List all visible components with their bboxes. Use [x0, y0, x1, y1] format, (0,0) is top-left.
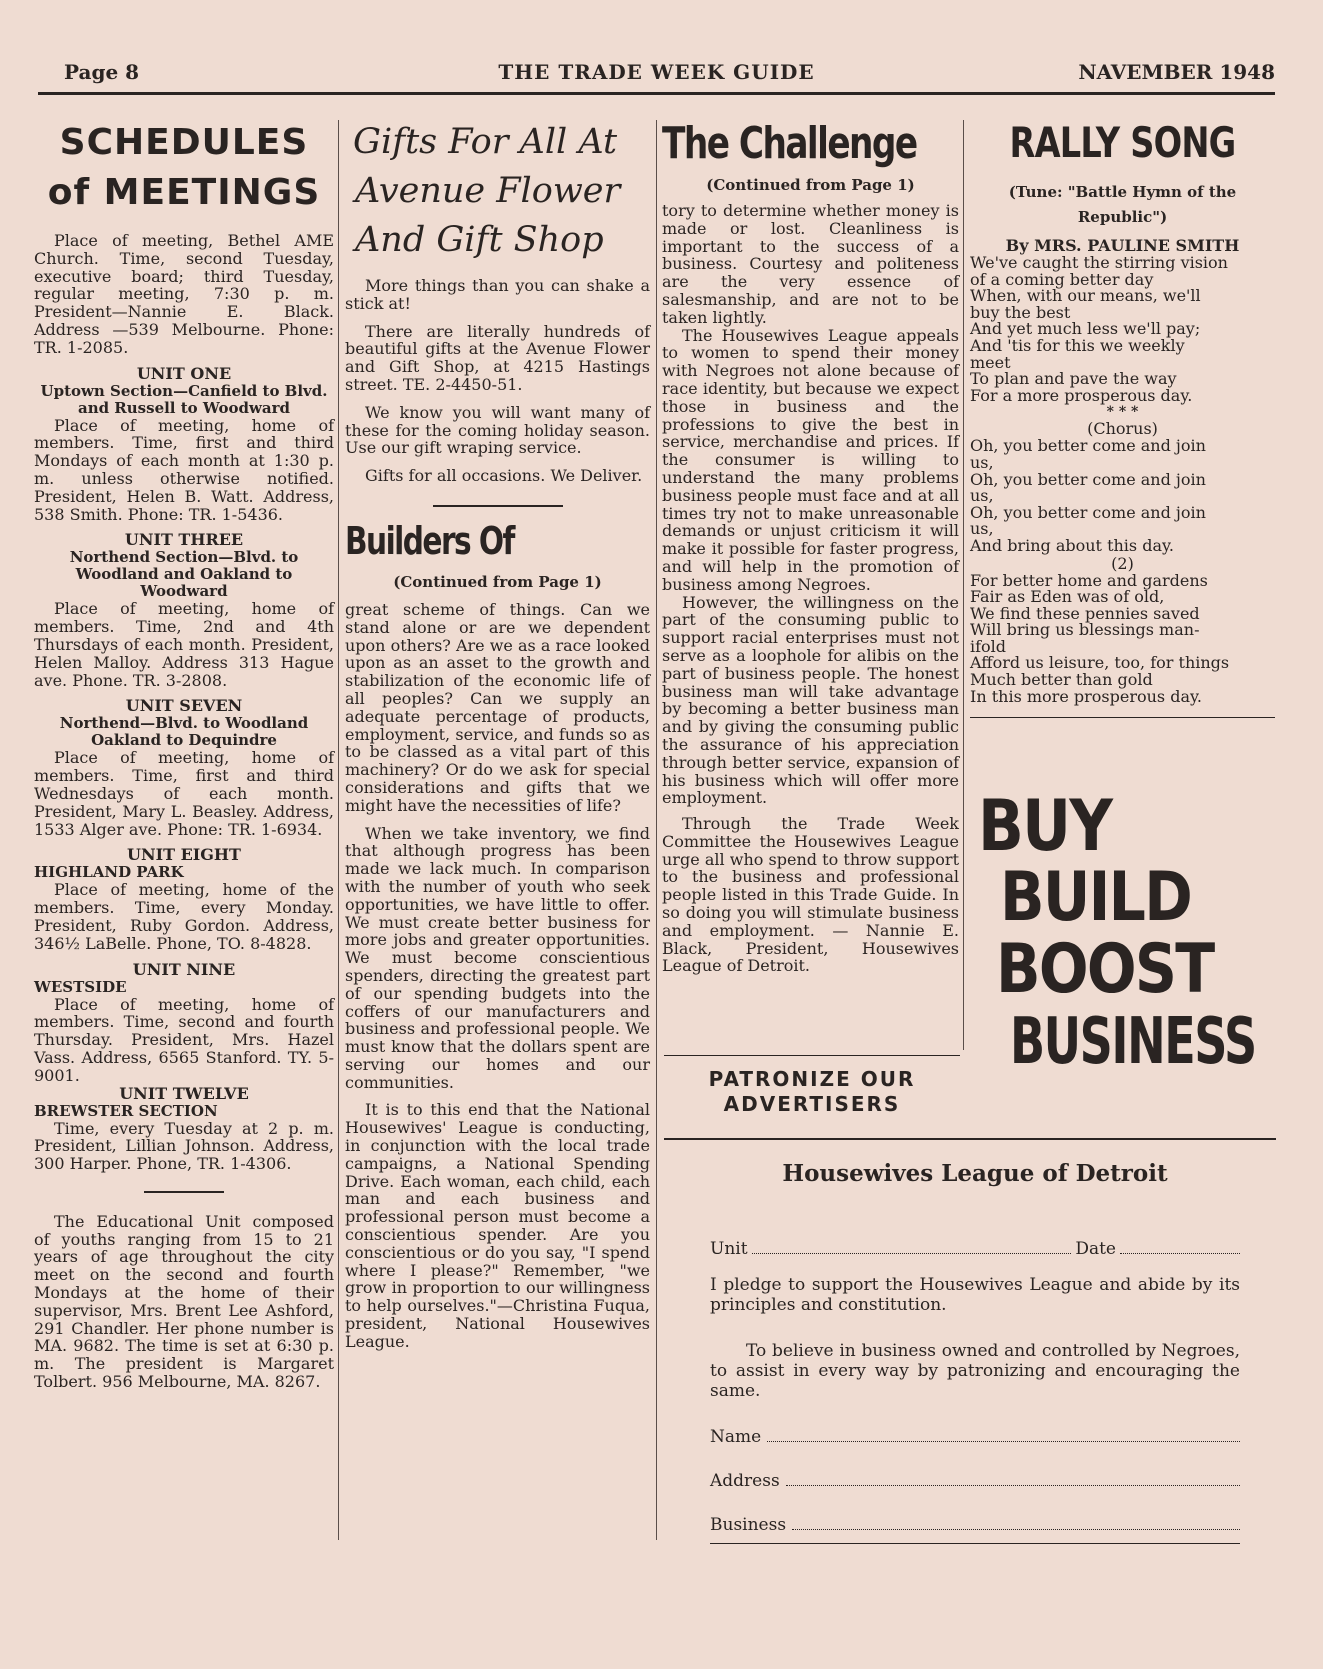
gifts-title-line3: And Gift Shop: [355, 220, 604, 260]
gifts-paragraph: There are literally hundreds of beautiful gifts at the Avenue Flower and Gift Shop, at 4215 Hastings street. TE. 2-4450-51.: [345, 321, 650, 394]
masthead: [38, 60, 1275, 90]
challenge-column: [662, 118, 959, 975]
business-field[interactable]: [792, 1517, 1240, 1530]
unit-nine-heading: UNIT NINE: [132, 959, 236, 979]
column-divider: [656, 120, 657, 1540]
unit-three-details: Place of meeting, home of members. Time, 2nd and 4th Thursdays of each month. President, Helen Malloy. Address 313 Hague ave. Phone. TR. 3-2808.: [34, 599, 334, 690]
name-label: Name: [710, 1427, 762, 1447]
gifts-builders-column: [345, 118, 650, 1351]
song-line: us,: [970, 519, 994, 539]
builders-continued-note: (Continued from Page 1): [393, 572, 602, 591]
rally-song-chorus: [970, 438, 1275, 554]
schedules-column: [34, 118, 334, 1391]
slogan-block: [978, 785, 1278, 1079]
unit-three-area: Northend Section—Blvd. to Woodland and Oakland to Woodward: [69, 548, 299, 601]
unit-seven-details: Place of meeting, home of members. Time, first and third Wednesdays of each month. President, Mary L. Beasley. Address, 1533 Alger ave. Phone: TR. 1-6934.: [34, 748, 334, 839]
song-line: ifold: [970, 636, 1007, 656]
unit-label: Unit: [710, 1239, 748, 1259]
song-line: us,: [970, 486, 994, 506]
song-line: In this more prosperous day.: [970, 686, 1202, 706]
address-row: [710, 1471, 1240, 1491]
unit-field[interactable]: [752, 1241, 1072, 1254]
song-line: To plan and pave the way: [970, 369, 1177, 389]
masthead-rule: [38, 92, 1275, 95]
section-rule: [433, 505, 563, 507]
gifts-paragraph: More things than you can shake a stick at!: [345, 276, 650, 313]
patronize-line1: PATRONIZE OUR: [708, 1067, 916, 1091]
gifts-title-line1: Gifts For All At: [353, 122, 618, 162]
slogan-buy: BUY: [978, 785, 1112, 867]
song-line: For a more prosperous day.: [970, 385, 1193, 405]
rally-song-title: RALLY SONG: [1009, 118, 1236, 167]
song-line: Oh, you better come and join: [970, 502, 1206, 522]
unit-three-heading: UNIT THREE: [124, 530, 244, 550]
date-field[interactable]: [1120, 1241, 1240, 1254]
song-line: buy the best: [970, 302, 1071, 322]
song-line: us,: [970, 452, 994, 472]
song-line: Much better than gold: [970, 670, 1153, 690]
name-field[interactable]: [767, 1429, 1240, 1442]
unit-one-area: Uptown Section—Canfield to Blvd. and Russell to Woodward: [40, 381, 328, 417]
newspaper-title: THE TRADE WEEK GUIDE: [498, 60, 815, 84]
challenge-title: The Challenge: [662, 118, 917, 169]
date-label: Date: [1075, 1239, 1116, 1259]
slogan-build: BUILD: [1000, 858, 1192, 937]
unit-one-heading: UNIT ONE: [136, 363, 232, 383]
gifts-paragraph: Gifts for all occasions. We Deliver.: [365, 466, 643, 486]
pledge-text: I pledge to support the Housewives League and abide by its principles and constitution.: [710, 1275, 1240, 1315]
section-rule: [144, 1191, 224, 1193]
slogan-boost: BOOST: [996, 930, 1214, 1009]
rally-song-verse: [970, 255, 1275, 404]
builders-paragraph: When we take inventory, we find that although progress has been made we lack much. In comparison with the number of youth who seek opportunities, we have little to offer. We must create better business for more jobs and greater opportunities. We must become conscientious spenders, directing the greatest part of our spending budgets into the coffers of our manufacturers and business and professional people. We must know that the dollars spent are serving our homes and our communities.: [345, 823, 650, 1092]
name-row: [710, 1427, 1240, 1447]
song-line: And yet much less we'll pay;: [970, 319, 1201, 339]
address-label: Address: [710, 1471, 780, 1491]
form-top-rule: [664, 1138, 1276, 1140]
issue-date: NAVEMBER 1948: [1078, 60, 1275, 84]
builders-title: Builders Of: [345, 518, 514, 563]
slogan-business: BUSINESS: [1010, 1005, 1256, 1079]
song-line: Will bring us blessings man-: [970, 620, 1200, 640]
form-bottom-rule: [710, 1543, 1240, 1544]
song-line: And 'tis for this we weekly: [970, 335, 1185, 355]
unit-date-row: [710, 1239, 1240, 1259]
unit-nine-details: Place of meeting, home of members. Time, second and fourth Thursday. President, Mrs. Hazel Vass. Address, 6565 Stanford. TY. 5-9001.: [34, 994, 334, 1085]
unit-one-details: Place of meeting, home of members. Time, first and third Mondays of each month at 1:30 p. m. unless otherwise notified. President, Helen B. Watt. Address, 538 Smith. Phone: TR. 1-5436.: [34, 415, 334, 524]
rally-song-author: By MRS. PAULINE SMITH: [1005, 236, 1240, 255]
rally-song-verse2: [970, 570, 1275, 706]
patronize-rule: [664, 1055, 960, 1056]
unit-seven-area: Northend—Blvd. to Woodland Oakland to Dequindre: [59, 714, 309, 750]
unit-twelve-details: Time, every Tuesday at 2 p. m. President, Lillian Johnson. Address, 300 Harper. Phone, TR. 1-4306.: [34, 1118, 334, 1174]
verse2-label: (2): [1111, 553, 1134, 573]
gifts-title-line2: Avenue Flower: [355, 171, 621, 211]
column-divider: [963, 120, 964, 1050]
builders-paragraph: It is to this end that the National Housewives' League is conducting, in conjunction with the local trade campaigns, a National Spending Drive. Each woman, each child, each man and each business and professional person must become a conscientious spender. Are you conscientious or do you say, "I spend where I please?" Remember, "we grow in proportion to our willingness to help ourselves."—Christina Fuqua, president, National Housewives League.: [345, 1100, 650, 1351]
challenge-paragraph: However, the willingness on the part of the consuming public to support racial enterprises must not serve as a loophole for alibis on the part of business people. The honest business man will take advantage by becoming a better business man and by giving the consuming public the assurance of his appreciation through better service, expansion of his business which will offer more employment.: [662, 592, 959, 808]
belief-text: To believe in business owned and controlled by Negroes, to assist in every way by patronizing and encouraging the same.: [710, 1341, 1240, 1401]
song-line: We find these pennies saved: [970, 603, 1200, 623]
unit-eight-heading: UNIT EIGHT: [127, 845, 241, 865]
song-line: Afford us leisure, too, for things: [970, 653, 1230, 673]
gifts-paragraph: We know you will want many of these for the coming holiday season. Use our gift wraping service.: [345, 402, 650, 458]
patronize-box: [664, 1067, 960, 1117]
challenge-paragraph: Through the Trade Week Committee the Housewives League urge all who spend to throw support to the business and professional people listed in this Trade Guide. In so doing you will stimulate business and employment. — Nannie E. Black, President, Housewives League of Detroit.: [662, 814, 959, 976]
unit-twelve-heading: UNIT TWELVE: [119, 1083, 249, 1103]
rally-song-rule: [970, 717, 1275, 718]
challenge-paragraph: The Housewives League appeals to women to spend their money with Negroes not alone because of race identity, but because we expect those in business and the professions to give the best in service, merchandise and prices. If the consumer is willing to understand the many problems business people must face and at all times try not to make unreasonable demands or unjust criticism it will make it possible for faster progress, and will help in the promotion of business among Negroes.: [662, 325, 959, 594]
unit-nine-area: WESTSIDE: [34, 977, 127, 996]
address-field[interactable]: [786, 1473, 1240, 1486]
song-line: meet: [970, 352, 1011, 372]
educational-unit-notice: The Educational Unit composed of youths ranging from 15 to 21 years of age throughout the city meet on the second and fourth Mondays at the home of their supervisor, Mrs. Brent Lee Ashford, 291 Chandler. Her phone number is MA. 9682. The time is set at 6:30 p. m. The president is Margaret Tolbert. 956 Melbourne, MA. 8267.: [34, 1211, 334, 1392]
song-line: Oh, you better come and join: [970, 469, 1206, 489]
challenge-continued-note: (Continued from Page 1): [706, 176, 915, 194]
schedules-title-line2: of MEETINGS: [47, 172, 321, 213]
patronize-line2: ADVERTISERS: [723, 1092, 901, 1116]
builders-paragraph: great scheme of things. Can we stand alone or are we dependent upon others? Are we as a race looked upon as an asset to the growth and stabilization of the economic life of all peoples? Can we supply an adequate percentage of products, employment, service, and funds so as to be classed as a vital part of this machinery? Or do we ask for special considerations and gifts that we might have the necessities of life?: [345, 599, 650, 815]
chorus-label: (Chorus): [1087, 419, 1158, 439]
song-line: When, with our means, we'll: [970, 286, 1201, 306]
unit-seven-heading: UNIT SEVEN: [125, 696, 243, 716]
song-line: And bring about this day.: [970, 535, 1174, 555]
chorus-stars: * * *: [1106, 404, 1139, 421]
page-number: Page 8: [64, 60, 140, 84]
rally-song-tune: (Tune: "Battle Hymn of the Republic"): [1008, 183, 1237, 226]
unit-twelve-area: BREWSTER SECTION: [34, 1101, 218, 1120]
unit-eight-details: Place of meeting, home of the members. Time, every Monday. President, Ruby Gordon. Address, 346½ LaBelle. Phone, TO. 8-4828.: [34, 880, 334, 953]
column-divider: [338, 120, 339, 1540]
rally-song-column: [970, 118, 1275, 718]
form-title: Housewives League of Detroit: [782, 1160, 1168, 1187]
song-line: of a coming better day: [970, 269, 1154, 289]
schedules-title: SCHEDULES: [59, 122, 309, 163]
schedules-intro: Place of meeting, Bethel AME Church. Time, second Tuesday, executive board; third Tuesday, regular meeting, 7:30 p. m. President—Nannie E. Black. Address —539 Melbourne. Phone: TR. 1-2085.: [34, 231, 334, 357]
song-line: We've caught the stirring vision: [970, 253, 1228, 272]
song-line: For better home and gardens: [970, 570, 1208, 590]
business-row: [710, 1515, 1240, 1535]
challenge-paragraph: tory to determine whether money is made or lost. Cleanliness is important to the success of a business. Courtesy and politeness are the very essence of salesmanship, and are not to be taken lightly.: [662, 201, 959, 327]
unit-eight-area: HIGHLAND PARK: [34, 863, 184, 882]
song-line: Fair as Eden was of old,: [970, 587, 1165, 607]
song-line: Oh, you better come and join: [970, 436, 1206, 456]
business-label: Business: [710, 1515, 787, 1535]
membership-form: [710, 1160, 1240, 1544]
